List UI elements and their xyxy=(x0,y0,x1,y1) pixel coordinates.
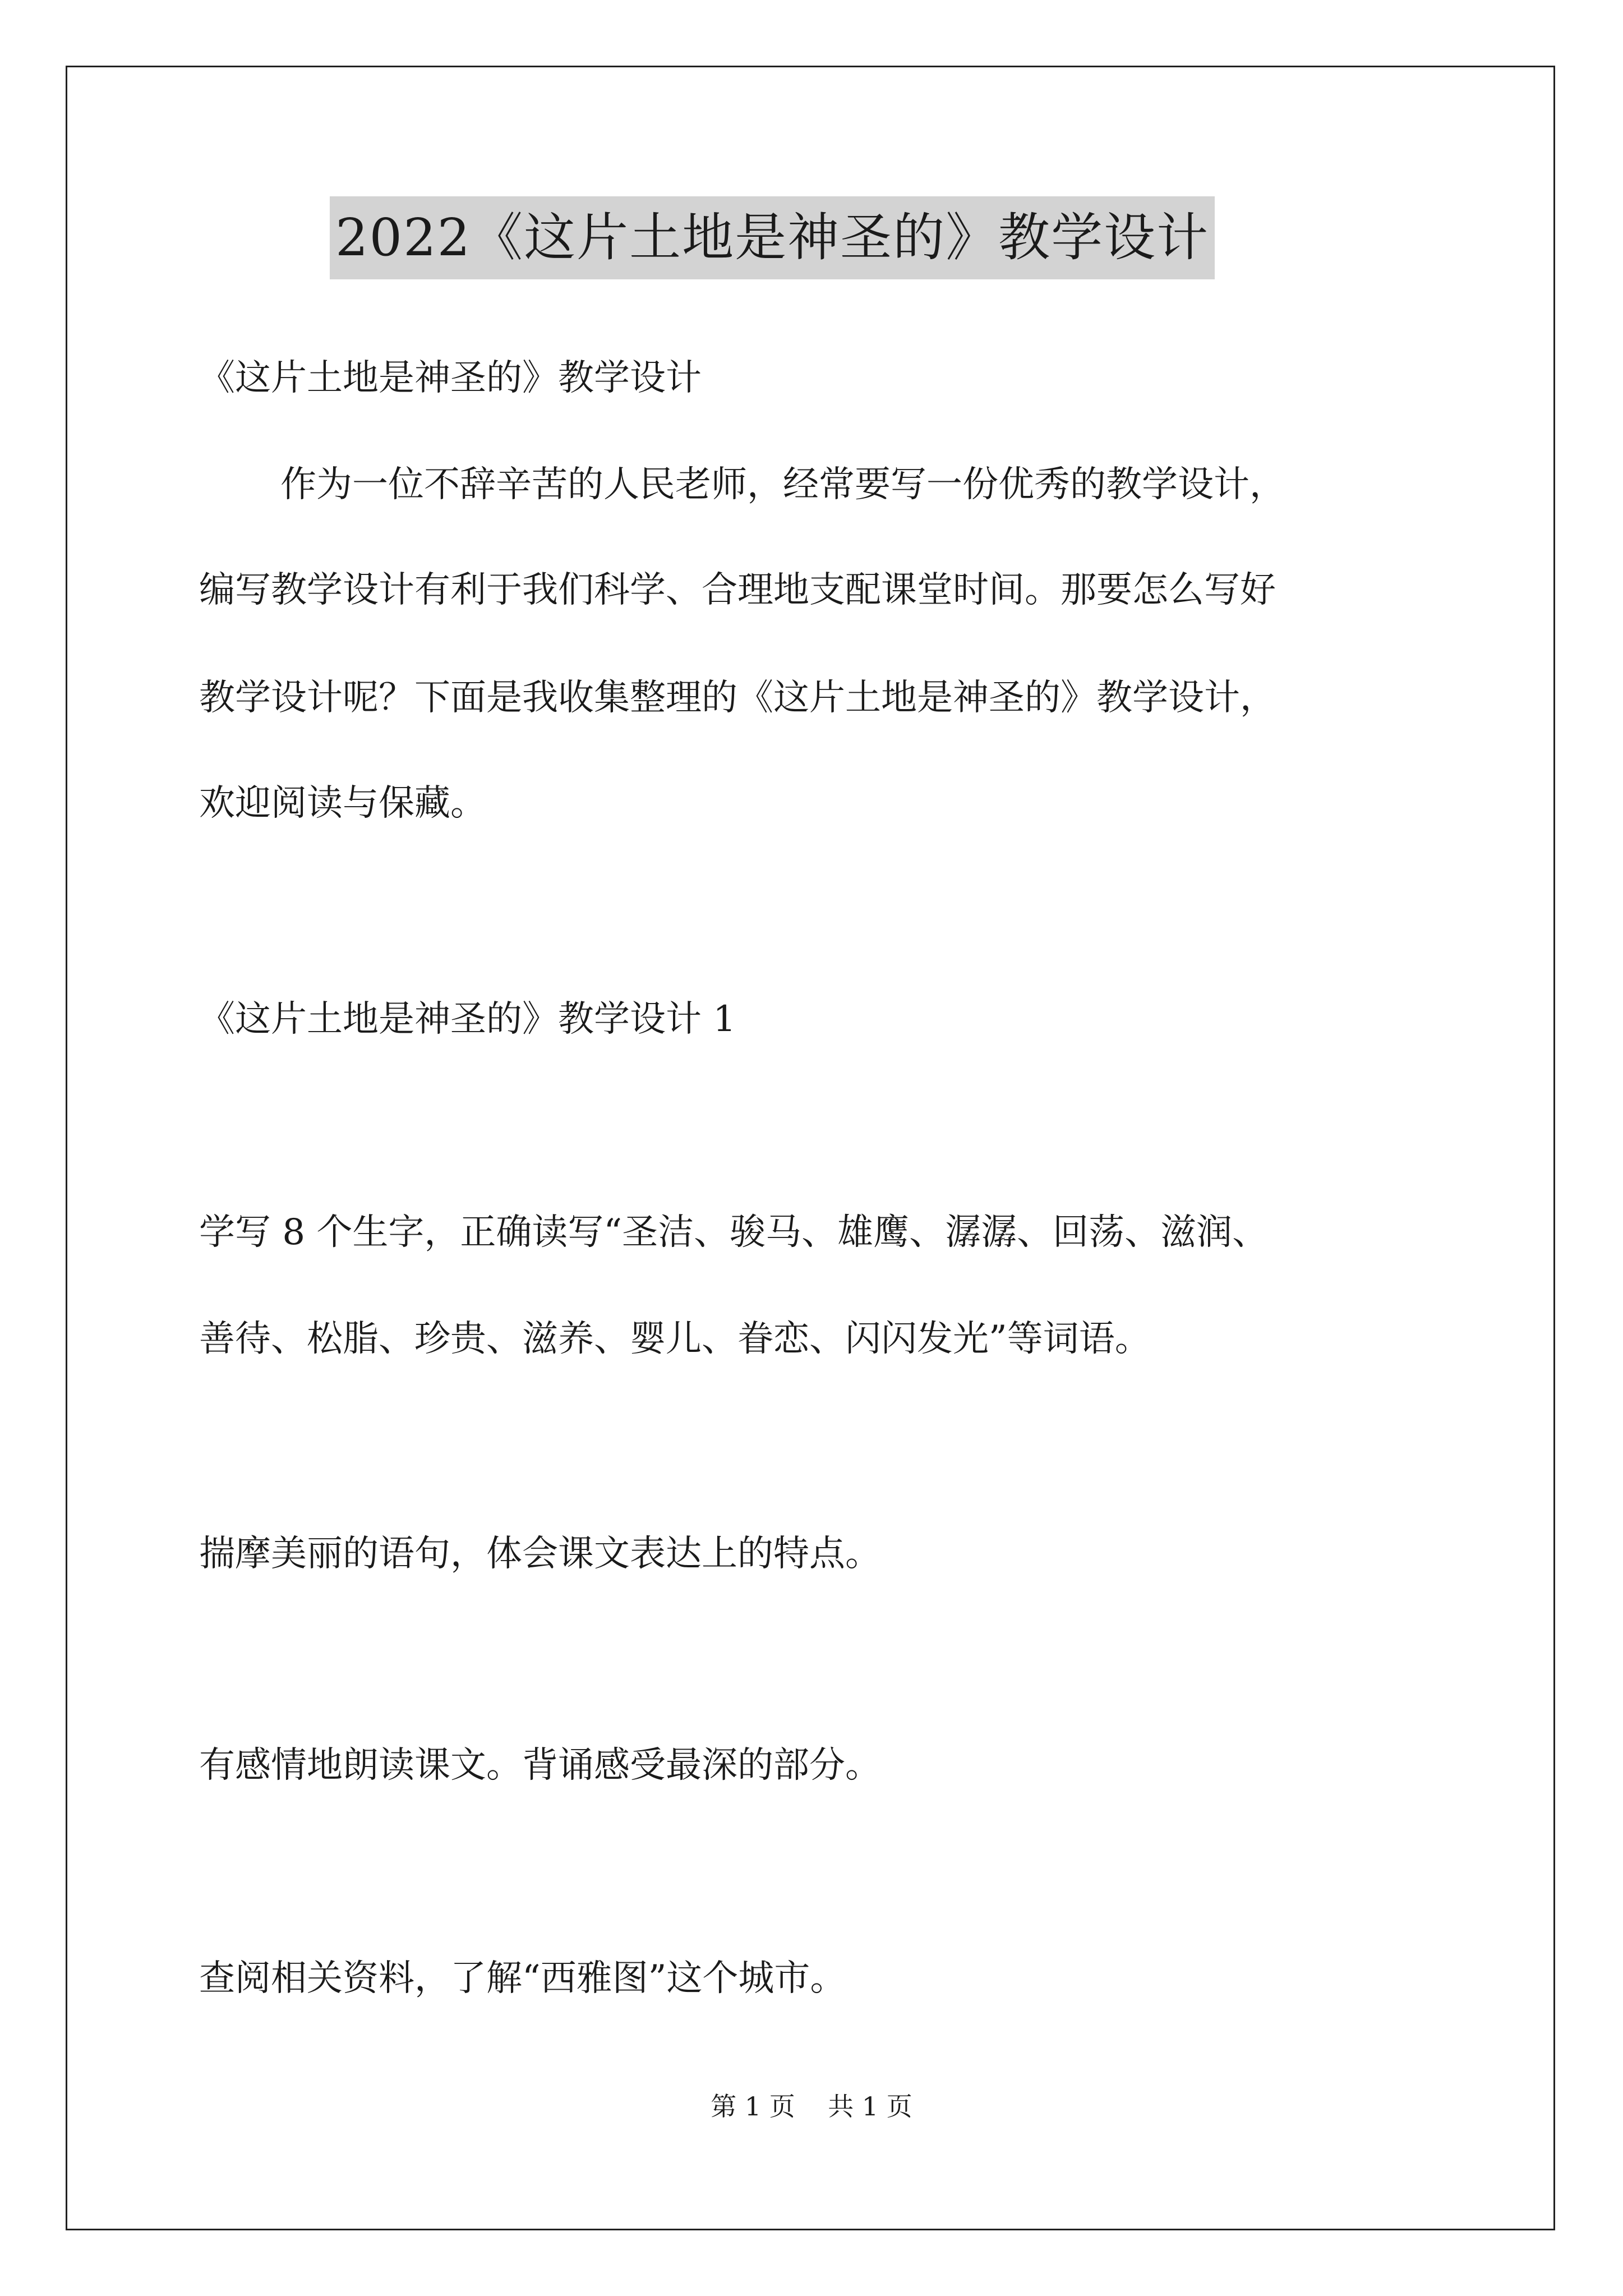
objective-1-line-1: 学写 8 个生字，正确读写“圣洁、骏马、雄鹰、潺潺、回荡、滋润、 xyxy=(199,1212,1269,1253)
page-footer: 第 1 页 共 1 页 xyxy=(711,2091,912,2122)
objective-3: 有感情地朗读课文。背诵感受最深的部分。 xyxy=(199,1745,881,1786)
document-subtitle: 《这片土地是神圣的》教学设计 xyxy=(199,357,702,399)
objective-2: 揣摩美丽的语句，体会课文表达上的特点。 xyxy=(199,1533,881,1575)
intro-line-3: 教学设计呢？下面是我收集整理的《这片土地是神圣的》教学设计， xyxy=(199,677,1276,719)
document-title: 2022《这片土地是神圣的》教学设计 xyxy=(330,196,1215,279)
intro-line-4: 欢迎阅读与保藏。 xyxy=(199,783,486,824)
objective-4: 查阅相关资料，了解“西雅图”这个城市。 xyxy=(199,1958,846,1999)
section-heading: 《这片土地是神圣的》教学设计 1 xyxy=(199,999,736,1040)
objective-1-line-2: 善待、松脂、珍贵、滋养、婴儿、眷恋、闪闪发光”等词语。 xyxy=(199,1318,1151,1360)
intro-line-1: 作为一位不辞辛苦的人民老师，经常要写一份优秀的教学设计， xyxy=(280,464,1285,505)
intro-line-2: 编写教学设计有利于我们科学、合理地支配课堂时间。那要怎么写好 xyxy=(199,569,1276,611)
